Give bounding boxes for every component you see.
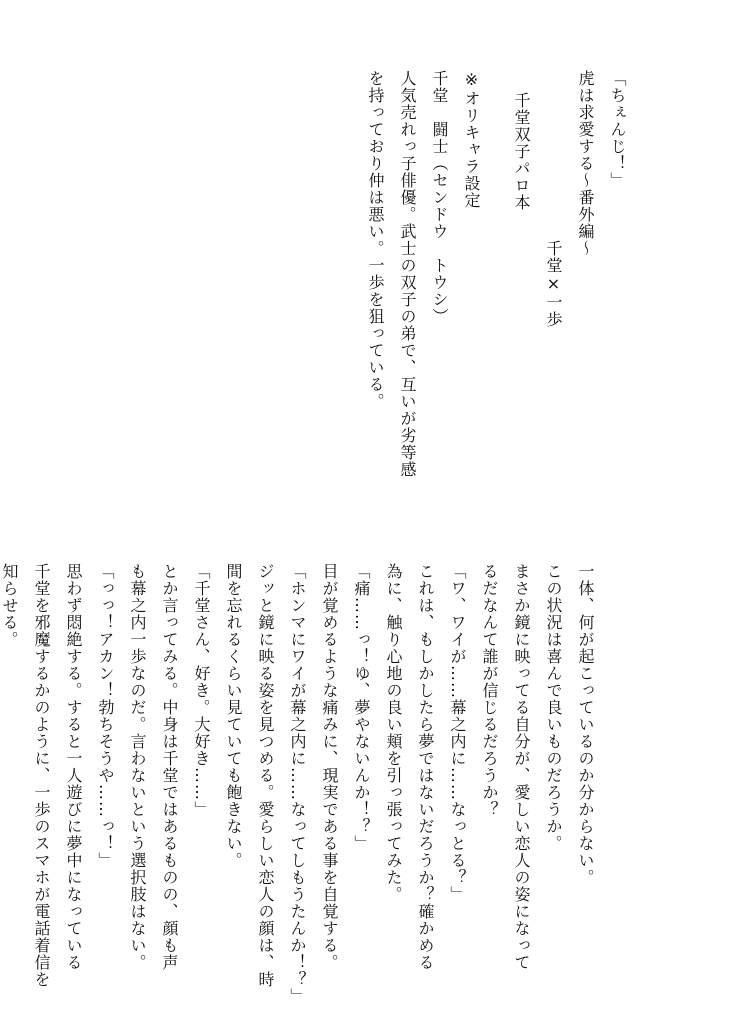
character-name: 千堂 闘士（センドウ トウシ） <box>430 70 449 325</box>
story-line: 思わず悶絶する。すると一人遊びに夢中になっている <box>64 563 83 971</box>
story-line: まさか鏡に映ってる自分が、愛しい恋人の姿になって <box>512 563 531 971</box>
character-desc-line-1: 人気売れっ子俳優。武士の双子の弟で、互いが劣等感 <box>398 70 417 478</box>
story-line: も幕之内一歩なのだ。言わないという選択肢はない。 <box>128 563 147 971</box>
story-line: ジッと鏡に映る姿を見つめる。愛らしい恋人の顔は、時 <box>256 563 275 988</box>
story-text <box>0 563 601 1018</box>
story-line: 「ワ、ワイが……幕之内に……なっとる？」 <box>448 563 467 903</box>
story-line: 為に、触り心地の良い頬を引っ張ってみた。 <box>384 563 403 903</box>
story-line: 「っっ！アカン！勃ちそうや……っ！」 <box>96 563 115 869</box>
story-line: これは、もしかしたら夢ではないだろうか？確かめる <box>416 563 435 971</box>
story-line: 間を忘れるくらい見ていても飽きない。 <box>224 563 243 869</box>
story-line: 知らせる。 <box>0 563 19 648</box>
notes-heading: ※オリキャラ設定 <box>462 70 481 209</box>
story-line: るだなんて誰が信じるだろうか？ <box>480 563 499 818</box>
character-desc-line-2: を持っており仲は悪い。一歩を狙っている。 <box>366 70 385 410</box>
book-type-label: 千堂双子パロ本 <box>512 92 531 211</box>
story-title: 「ちぇんじ！」 <box>608 70 627 189</box>
story-subtitle: 虎は求愛する〜番外編〜 <box>576 70 595 257</box>
header-and-notes <box>359 70 633 540</box>
story-line: 一体、何が起こっているのか分からない。 <box>576 563 595 886</box>
spacer <box>487 70 505 540</box>
pairing-label: 千堂×一歩 <box>544 240 563 328</box>
story-line: 「痛……っ！ゆ、夢やないんか！？」 <box>352 563 371 852</box>
story-line: この状況は喜んで良いものだろうか。 <box>544 563 563 852</box>
story-line: 「ホンマにワイが幕之内に……なってしもうたんか！？」 <box>288 563 307 1005</box>
story-line: 「千堂さん、好き。大好き……」 <box>192 563 211 818</box>
story-line: 千堂を邪魔するかのように、一歩のスマホが電話着信を <box>32 563 51 988</box>
story-line: 目が覚めるような痛みに、現実である事を自覚する。 <box>320 563 339 971</box>
story-line: とか言ってみる。中身は千堂ではあるものの、顔も声 <box>160 563 179 971</box>
